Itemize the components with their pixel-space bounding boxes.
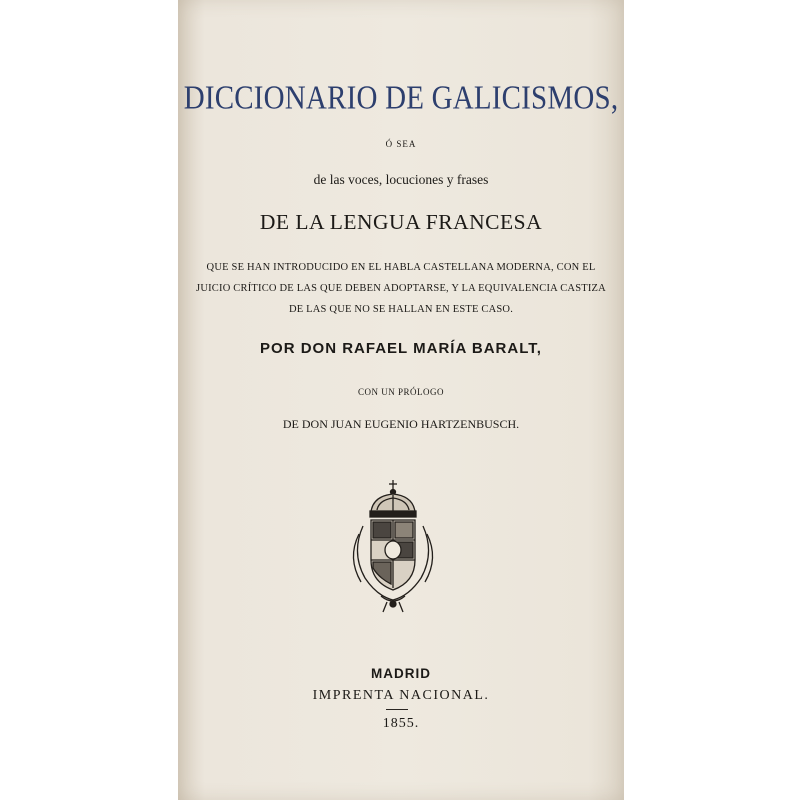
description-line-1: QUE SE HAN INTRODUCIDO EN EL HABLA CASTELLANA MODERNA, CON EL <box>206 262 596 273</box>
imprint-year: 1855. <box>382 716 420 731</box>
imprint-city: MADRID <box>371 666 431 681</box>
author-line: POR DON RAFAEL MARÍA BARALT, <box>260 340 542 357</box>
book-title: DICCIONARIO DE GALICISMOS, <box>183 79 619 117</box>
coat-of-arms-icon <box>343 478 443 618</box>
divider <box>386 709 408 710</box>
description-line-3: DE LAS QUE NO SE HALLAN EN ESTE CASO. <box>288 304 514 315</box>
imprint-printer: IMPRENTA NACIONAL. <box>312 688 490 703</box>
book-title-page <box>178 0 624 800</box>
subtitle-o-sea: Ó SEA <box>385 139 417 149</box>
subtitle-lengua-francesa: DE LA LENGUA FRANCESA <box>259 210 543 234</box>
prologo-line: CON UN PRÓLOGO <box>357 387 444 397</box>
prologo-author-line: DE DON JUAN EUGENIO HARTZENBUSCH. <box>282 417 520 431</box>
subtitle-voces: de las voces, locuciones y frases <box>313 172 489 187</box>
description-line-2: JUICIO CRÍTICO DE LAS QUE DEBEN ADOPTARSE, Y LA EQUIVALENCIA CASTIZA <box>196 283 606 294</box>
